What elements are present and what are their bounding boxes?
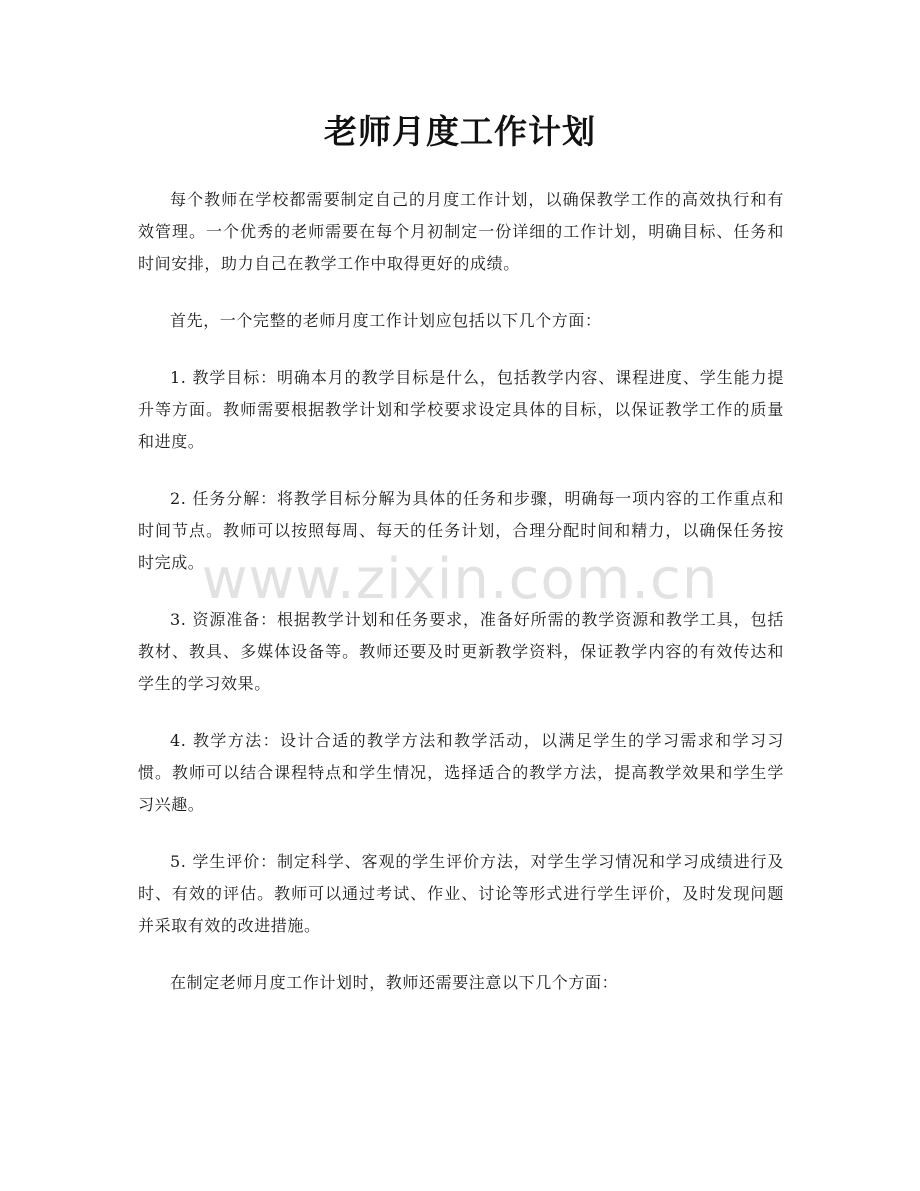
paragraph-intro: 每个教师在学校都需要制定自己的月度工作计划，以确保教学工作的高效执行和有效管理。一个优秀的老师需要在每个月初制定一份详细的工作计划，明确目标、任务和时间安排，助力自己在教学工作中取得更好的成绩。: [138, 190, 784, 273]
document-body: [138, 184, 784, 1024]
paragraph-item-4: 4. 教学方法：设计合适的教学方法和教学活动，以满足学生的学习需求和学习习惯。教师可以结合课程特点和学生情况，选择适合的教学方法，提高教学效果和学生学习兴趣。: [138, 731, 784, 814]
paragraph-item-5: 5. 学生评价：制定科学、客观的学生评价方法，对学生学习情况和学习成绩进行及时、有效的评估。教师可以通过考试、作业、讨论等形式进行学生评价，及时发现问题并采取有效的改进措施。: [138, 852, 784, 935]
paragraph-aspects-lead: 首先，一个完整的老师月度工作计划应包括以下几个方面：: [170, 311, 602, 330]
paragraph-item-1: 1. 教学目标：明确本月的教学目标是什么，包括教学内容、课程进度、学生能力提升等方面。教师需要根据教学计划和学校要求设定具体的目标，以保证教学工作的质量和进度。: [138, 368, 784, 451]
document-title: 老师月度工作计划: [324, 112, 596, 151]
paragraph-item-3: 3. 资源准备：根据教学计划和任务要求，准备好所需的教学资源和教学工具，包括教材、教具、多媒体设备等。教师还要及时更新教学资料，保证教学内容的有效传达和学生的学习效果。: [138, 610, 784, 693]
paragraph-item-2: 2. 任务分解：将教学目标分解为具体的任务和步骤，明确每一项内容的工作重点和时间节点。教师可以按照每周、每天的任务计划，合理分配时间和精力，以确保任务按时完成。: [138, 489, 784, 572]
paragraph-notes-lead: 在制定老师月度工作计划时，教师还需要注意以下几个方面：: [170, 973, 619, 992]
watermark: www.zixin.com.cn: [201, 547, 719, 612]
